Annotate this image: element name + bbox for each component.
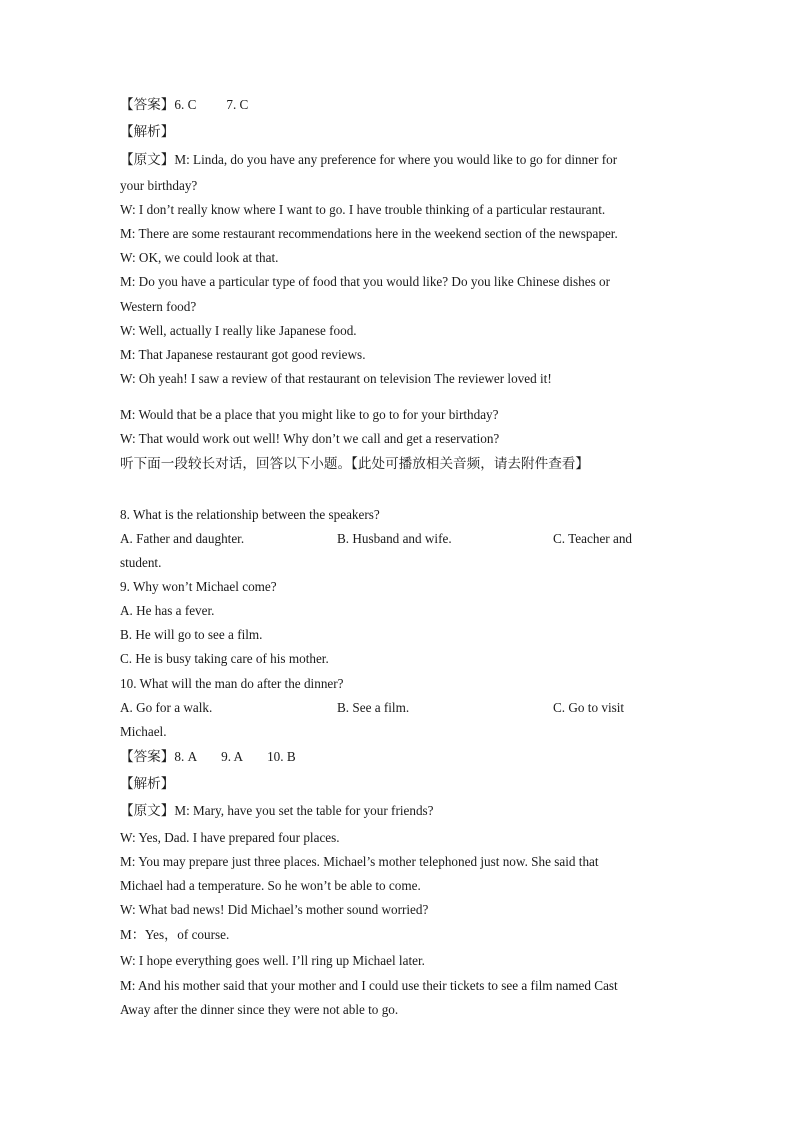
transcript-line: W: I don’t really know where I want to go. I have trouble thinking of a particular restaurant. — [120, 202, 606, 217]
transcript-line: W: Oh yeah! I saw a review of that restaurant on television The reviewer loved it! — [120, 371, 552, 386]
question-9-option-b: B. He will go to see a film. — [120, 627, 263, 642]
transcript-line: W: That would work out well! Why don’t we call and get a reservation? — [120, 431, 500, 446]
question-8-option-c: C. Teacher and — [553, 531, 633, 546]
answer-label: 【答案】 — [120, 749, 175, 765]
answer-q7: 7. C — [226, 97, 249, 112]
answer-line-8-10 — [120, 749, 660, 765]
question-10-stem: 10. What will the man do after the dinner? — [120, 676, 344, 691]
transcript-line: W: Yes, Dad. I have prepared four places. — [120, 830, 340, 845]
analysis-label: 【解析】 — [120, 776, 175, 792]
transcript-text: M: Linda, do you have any preference for where you would like to go for dinner for — [174, 152, 618, 167]
transcript-line: M：Yes，of course. — [120, 927, 230, 942]
original-label: 【原文】 — [120, 152, 175, 168]
transcript-line: Michael had a temperature. So he won’t be able to come. — [120, 878, 421, 893]
transcript-line: M: You may prepare just three places. Michael’s mother telephoned just now. She said that — [120, 854, 599, 869]
transcript-line: M: Would that be a place that you might like to go to for your birthday? — [120, 407, 499, 422]
transcript-line: your birthday? — [120, 178, 198, 193]
transcript-line: M: That Japanese restaurant got good reviews. — [120, 347, 366, 362]
question-8-option-b: B. Husband and wife. — [337, 531, 452, 546]
answer-label: 【答案】 — [120, 97, 175, 113]
analysis-heading — [120, 776, 660, 792]
question-9-option-a: A. He has a fever. — [120, 603, 215, 618]
transcript-line: M: And his mother said that your mother and I could use their tickets to see a film named Cast — [120, 978, 618, 993]
question-10-option-a: A. Go for a walk. — [120, 700, 213, 715]
transcript-line: M: There are some restaurant recommendations here in the weekend section of the newspaper. — [120, 226, 618, 241]
transcript-line: Western food? — [120, 299, 197, 314]
question-10-option-b: B. See a film. — [337, 700, 410, 715]
transcript-line: M: Do you have a particular type of food that you would like? Do you like Chinese dishes or — [120, 274, 611, 289]
answer-q10: 10. B — [267, 749, 296, 764]
transcript-line: W: OK, we could look at that. — [120, 250, 279, 265]
question-10-option-c-continued: Michael. — [120, 724, 167, 739]
question-8-option-c-continued: student. — [120, 555, 162, 570]
question-9-option-c: C. He is busy taking care of his mother. — [120, 651, 329, 666]
answer-q8: 8. A — [174, 749, 198, 764]
original-label: 【原文】 — [120, 803, 175, 819]
transcript-line: Away after the dinner since they were not able to go. — [120, 1002, 399, 1017]
transcript-line — [120, 803, 660, 819]
transcript-text: M: Mary, have you set the table for your friends? — [174, 803, 434, 818]
answer-q6: 6. C — [174, 97, 197, 112]
transcript-line — [120, 152, 660, 168]
listening-instruction: 听下面一段较长对话，回答以下小题。【此处可播放相关音频，请去附件查看】 — [120, 456, 589, 472]
question-10-option-c: C. Go to visit — [553, 700, 625, 715]
analysis-heading — [120, 124, 660, 140]
analysis-label: 【解析】 — [120, 124, 175, 140]
answer-line-6-7 — [120, 97, 660, 113]
question-8-stem: 8. What is the relationship between the speakers? — [120, 507, 380, 522]
transcript-line: W: What bad news! Did Michael’s mother sound worried? — [120, 902, 429, 917]
transcript-line: W: Well, actually I really like Japanese food. — [120, 323, 357, 338]
answer-q9: 9. A — [221, 749, 244, 764]
question-8-option-a: A. Father and daughter. — [120, 531, 245, 546]
transcript-line: W: I hope everything goes well. I’ll ring up Michael later. — [120, 953, 425, 968]
question-9-stem: 9. Why won’t Michael come? — [120, 579, 277, 594]
